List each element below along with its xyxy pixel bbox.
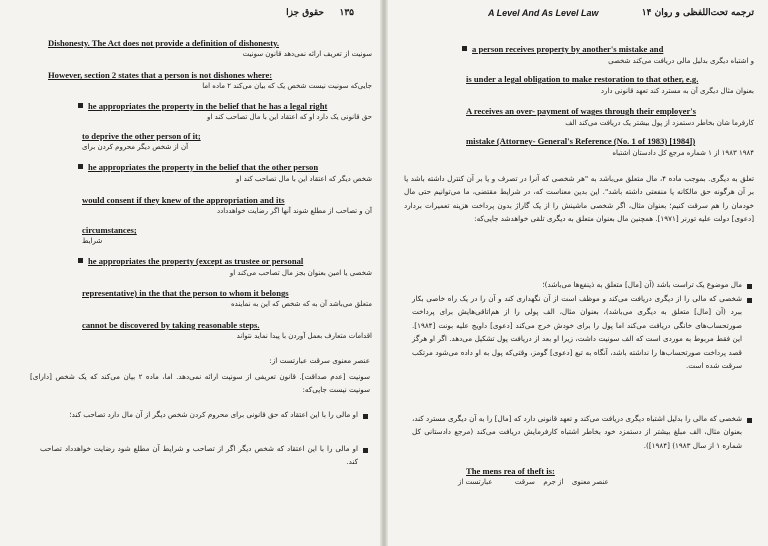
right-para-belonging: تعلق به دیگری. بموجب ماده ۴، مال متعلق می‌باشد به "هر شخصی که آنرا در تصرف و یا بر آن کنترل داشته باشد یا بر آن هرگونه حق مالکانه یا منفعتی داشته باشد". این بدین معناست که، در شرایط مقتضی، ما می‌توانیم حتی مال خودمان را هم سرقت کنیم؛ بعنوان مثال، اگر شخصی ماشینش را از یک گاراژ بدون پرداخت هزینه تعمیرات بردارد [دعوی] دولت علیه تورنر [۱۹۷۱]. همچنین مال بعنوان متعلق به دیگری تلقی خواهدشد جایی‌که: [404, 174, 754, 224]
right-final-line-fa-a [458, 478, 609, 486]
left-line-en-1: Dishonesty. The Act does not provide a definition of dishonesty. [48, 38, 280, 48]
left-para-bullet-1: او مالی را با این اعتقاد که حق قانونی برای محروم کردن شخص دیگر از آن مال دارد تصاحب کند؛ [69, 410, 358, 419]
right-fa-bullet-2 [747, 298, 752, 303]
right-header-title: ۱۴ ترجمه تحت‌اللفظی و روان [641, 8, 754, 18]
left-line-fa-9: متعلق می‌باشد آن به که شخص که این به نماینده [231, 300, 372, 308]
right-final-line-en: The mens rea of theft is: [466, 466, 555, 476]
left-para-heading: عنصر معنوی سرقت عبارتست از: [269, 356, 370, 365]
left-bullet-1 [78, 103, 83, 108]
left-line-en-10: cannot be discovered by taking reasonable steps. [82, 320, 260, 330]
right-line-en-4: mistake (Attorney- General's Reference (No. 1 of 1983) [1984]) [466, 136, 696, 146]
left-bullet-2 [78, 164, 83, 169]
right-para-bullet-3: شخصی که مالی را بدلیل اشتباه دیگری دریافت می‌کند و تعهد قانونی دارد که [مال] را به آن دیگری مسترد کند، بعنوان مثال، الف مبلغ بیشتر از دستمزد خود بخاطر اشتباه کارفرمایش دریافت می‌کند (مرجع دادستانی کل شماره ۱ از سال ۱۹۸۳) [۱۹۸۴]). [412, 414, 742, 450]
left-line-en-6: would consent if they knew of the appropriation and its [82, 195, 285, 205]
left-line-fa-5: شخص دیگر که اعتقاد این با مال تصاحب کند او [236, 175, 372, 183]
right-final-fa-part-2: سرقت [514, 478, 535, 486]
left-line-en-5: he appropriates the property in the belief that the other person [88, 162, 319, 172]
right-line-en-1: a person receives property by another's mistake and [472, 44, 664, 54]
left-page-number: ۱۳۵ [339, 8, 354, 18]
left-para-dishonesty: سونیت [عدم صداقت]. قانون تعریفی از سونیت ارائه نمی‌دهد. اما، ماده ۲ بیان می‌کند که یک شخص [دارای] سونیت نیست جایی‌که: [30, 372, 370, 395]
right-page [384, 0, 768, 546]
right-final-fa-part-1: عبارتست از [458, 478, 493, 486]
left-line-en-8: he appropriates the property (except as trustee or personal [88, 256, 304, 266]
right-para-bullet-1: مال موضوع یک تراست باشد (آن [مال] متعلق به ذینفع‌ها می‌باشد)؛ [542, 280, 742, 289]
left-line-fa-7: شرایط [82, 237, 103, 245]
left-line-fa-1: سونیت از تعریف ارائه نمی‌دهد قانون سونیت [242, 50, 372, 58]
left-line-fa-10: اقدامات متعارف بعمل آوردن با پیدا نماید نتواند [236, 332, 372, 340]
right-line-fa-4: ۱۹۸۴ ۱۹۸۳ از ۱ شماره مرجع کل دادستان اشتباه [612, 149, 754, 157]
right-fa-bullet-3 [747, 418, 752, 423]
right-fa-bullet-1 [747, 284, 752, 289]
right-final-fa-part-4: عنصر معنوی [571, 478, 609, 486]
left-para-bullet-2: او مالی را با این اعتقاد که شخص دیگر اگر از تصاحب و شرایط آن مطلع شود رضایت خواهدداد تصاحب کند. [40, 444, 358, 467]
left-line-en-9: representative) in the that the person to whom it belongs [82, 288, 289, 298]
left-fa-bullet-1 [363, 414, 368, 419]
right-line-fa-3: کارفرما شان بخاطر دستمزد از پول بیشتر یک دریافت می‌کند الف [565, 119, 754, 127]
left-line-en-3: he appropriates the property in the belief that he has a legal right [88, 101, 328, 111]
left-line-en-4: to deprive the other person of it; [82, 131, 201, 141]
left-line-fa-6: آن و تصاحب از مطلع شوند آنها اگر رضایت خواهددادد [216, 207, 372, 215]
right-final-fa-part-3: از جرم [543, 478, 564, 486]
left-bullet-3 [78, 258, 83, 263]
left-line-fa-3: حق قانونی یک دارد او که اعتقاد این با مال تصاحب کند او [207, 113, 372, 121]
left-line-en-2: However, section 2 states that a person is not dishones where: [48, 70, 273, 80]
left-line-en-7: circumstances; [82, 225, 137, 235]
left-fa-bullet-2 [363, 448, 368, 453]
right-header-subtitle: A Level And As Level Law [488, 8, 599, 18]
right-para-bullet-2: شخصی که مالی را از دیگری دریافت می‌کند و موظف است از آن نگهداری کند و آن را در یک راه خاصی بکار ببرد (آن [مال] متعلق به دیگری می‌باشد)، بعنوان مثال، الف پولی را از هم‌اتاقی‌هایش برای پرداخت صورتحساب‌های خانگی دریافت می‌کند اما پول را برای خودش خرج می‌کند [دعوی] داویج علیه بونت [۱۹۸۴]. این فقط مربوط به موردی است که الف سونیت داشت، زیرا او بعد از دریافت پول تشکیل می‌دهد. اگر او هرگز قصد پرداخت صورتحساب‌ها را نداشته باشد، آنگاه به تبع [دعوی] گومز، وقتی‌که پول به او داده می‌شود مرتکب سرقت شده است. [412, 294, 742, 371]
right-line-en-2: is under a legal obligation to make restoration to that other, e.g. [466, 74, 699, 84]
right-line-fa-2: بعنوان مثال دیگری آن به مسترد کند تعهد قانونی دارد [600, 87, 754, 95]
right-bullet-1 [462, 46, 467, 51]
left-line-fa-8: شخصی یا امین بعنوان بجز مال تصاحب می‌کند او [229, 269, 372, 277]
left-line-fa-4: آن از شخص دیگر محروم کردن برای [82, 143, 189, 151]
left-line-fa-2: جایی‌که سونیت نیست شخص یک که بیان می‌کند ۲ ماده اما [202, 82, 372, 90]
right-line-fa-1: و اشتباه دیگری بدلیل مالی دریافت می‌کند شخصی [608, 57, 754, 65]
left-header-title: حقوق جزا [286, 8, 324, 18]
right-line-en-3: A receives an over- payment of wages through their employer's [466, 106, 697, 116]
